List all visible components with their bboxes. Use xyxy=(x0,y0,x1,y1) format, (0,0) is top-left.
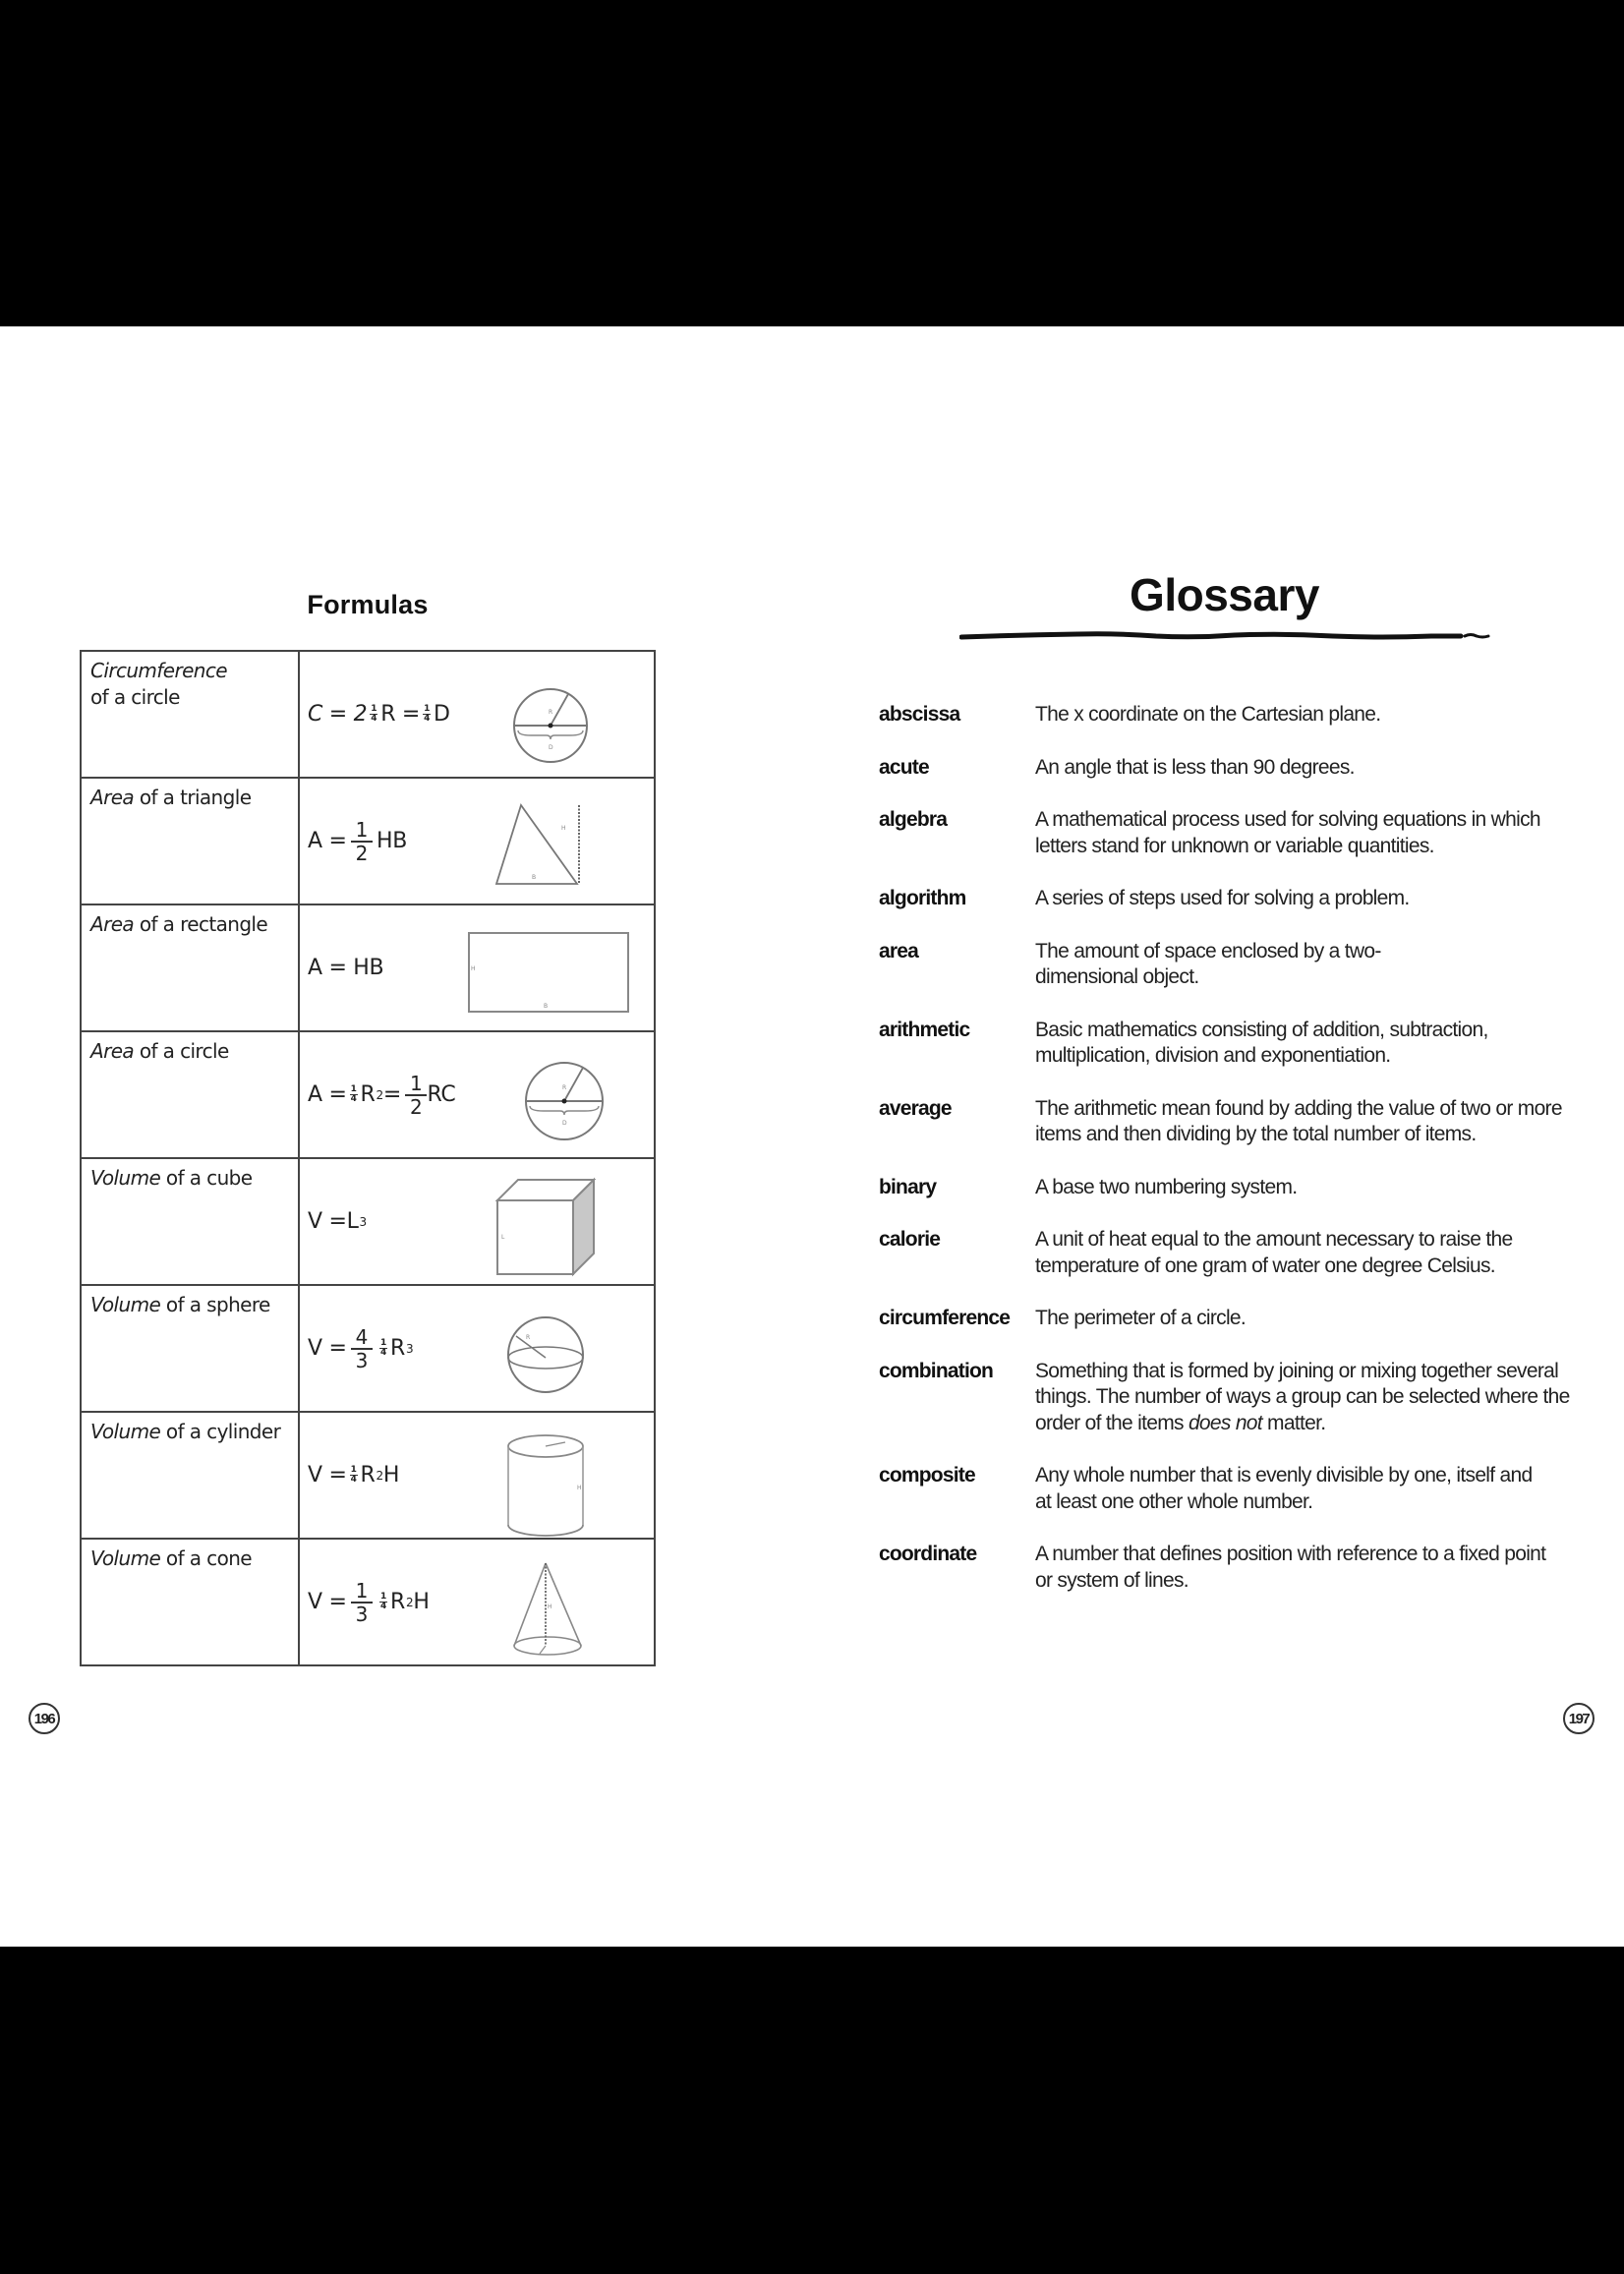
glossary-definition: A number that defines position with reference to a fixed point or system of lines. xyxy=(1035,1543,1546,1592)
pi-symbol: 1 4 xyxy=(380,1338,386,1358)
formula-row xyxy=(81,1285,655,1412)
fraction: $\frac{1}{2}$ xyxy=(351,819,373,864)
formula-row xyxy=(81,778,655,904)
formula-expression: V = $\frac{1}{3}$ 1 4 R 2 H xyxy=(308,1578,430,1626)
book-spread xyxy=(0,326,1624,1947)
glossary-term: composite xyxy=(879,1464,975,1487)
formula-expression: V = L 3 xyxy=(308,1209,367,1234)
formula-expression: A = $\frac{1}{4}$ R 2 = $\frac{1}{2}$ RC xyxy=(308,1071,456,1119)
formula-expression: A = HB xyxy=(308,956,384,980)
glossary-definition: A mathematical process used for solving equations in which letters stand for unknown or variable quantities. xyxy=(1035,808,1540,857)
glossary-term: combination xyxy=(879,1359,994,1382)
formula-expression: V = $\frac{4}{3}$ 1 4 R 3 xyxy=(308,1324,414,1372)
glossary-entry xyxy=(879,1359,1587,1437)
fraction: $\frac{1}{3}$ xyxy=(351,1580,373,1625)
svg-text:L: L xyxy=(501,1234,505,1241)
brush-underline-divider xyxy=(959,630,1492,644)
pi-symbol: 1 4 xyxy=(380,1592,386,1611)
glossary-entry xyxy=(879,886,1587,912)
glossary-entry xyxy=(879,1096,1587,1148)
svg-text:R: R xyxy=(549,709,553,716)
glossary-term: acute xyxy=(879,755,929,779)
formula-name: Volume of a cone xyxy=(90,1546,252,1570)
svg-text:H: H xyxy=(471,965,476,972)
rectangle-height-base-icon xyxy=(467,931,634,1020)
glossary-term: arithmetic xyxy=(879,1018,970,1041)
formula-row xyxy=(81,904,655,1031)
glossary-definition: The amount of space enclosed by a two-dimensional object. xyxy=(1035,939,1381,988)
pi-symbol: 1 4 xyxy=(371,704,377,724)
glossary-definition: A base two numbering system. xyxy=(1035,1175,1298,1198)
glossary-definition: Basic mathematics consisting of addition, subtraction, multiplication, division and exponentiation. xyxy=(1035,1018,1488,1067)
circle-radius-diameter-icon xyxy=(520,1060,609,1142)
glossary-term: average xyxy=(879,1096,952,1120)
formula-row xyxy=(81,1412,655,1539)
svg-text:H: H xyxy=(577,1485,582,1491)
formula-name: Area of a rectangle xyxy=(90,912,268,936)
sphere-icon xyxy=(504,1313,587,1396)
formula-name: Volume of a cylinder xyxy=(90,1420,281,1443)
glossary-term: calorie xyxy=(879,1228,941,1251)
fraction: $\frac{1}{2}$ xyxy=(405,1073,427,1118)
glossary-term: circumference xyxy=(879,1307,1011,1329)
page-number-right: 197 xyxy=(1563,1703,1595,1734)
glossary-entry xyxy=(879,1227,1587,1279)
glossary-entry xyxy=(879,1018,1587,1070)
formula-expression: C = 2 1 4 R = $\frac{1}{4}$ D xyxy=(308,702,450,727)
formulas-title: Formulas xyxy=(307,590,429,619)
glossary-term: binary xyxy=(879,1175,937,1198)
formula-expression: V = $\frac{1}{4}$ R 2 H xyxy=(308,1463,400,1487)
svg-text:H: H xyxy=(548,1603,552,1610)
glossary-title: Glossary xyxy=(1130,569,1319,620)
glossary-entry xyxy=(879,1175,1587,1201)
glossary-entry xyxy=(879,1463,1587,1515)
svg-text:B: B xyxy=(532,874,537,881)
glossary-definition: Something that is formed by joining or mixing together several things. The number of ways a group can be selected where the order of the items does not matter. xyxy=(1035,1359,1570,1434)
glossary-term: abscissa xyxy=(879,703,960,726)
glossary-list xyxy=(879,702,1587,1620)
glossary-entry xyxy=(879,807,1587,859)
svg-text:R: R xyxy=(562,1084,567,1091)
glossary-definition: A series of steps used for solving a problem. xyxy=(1035,887,1410,909)
pi-symbol: $\frac{1}{4}$ xyxy=(350,1084,357,1104)
formula-name: Area of a circle xyxy=(90,1039,229,1063)
formula-row xyxy=(81,1031,655,1158)
formula-name: Volume of a cube xyxy=(90,1166,253,1190)
cone-icon xyxy=(510,1559,589,1658)
glossary-definition: The arithmetic mean found by adding the value of two or more items and then dividing by the total number of items. xyxy=(1035,1096,1562,1145)
page-number-left: 196 xyxy=(29,1703,60,1734)
svg-text:H: H xyxy=(561,825,566,832)
glossary-definition: Any whole number that is evenly divisible by one, itself and at least one other whole number. xyxy=(1035,1464,1533,1513)
glossary-definition: An angle that is less than 90 degrees. xyxy=(1035,755,1355,779)
triangle-height-base-icon xyxy=(487,800,595,889)
pi-symbol: $\frac{1}{4}$ xyxy=(424,704,431,724)
svg-text:R: R xyxy=(526,1334,531,1341)
cylinder-icon xyxy=(504,1432,587,1541)
glossary-term: algorithm xyxy=(879,887,966,909)
svg-text:D: D xyxy=(549,744,553,751)
pi-symbol: $\frac{1}{4}$ xyxy=(350,1465,357,1485)
glossary-definition: The x coordinate on the Cartesian plane. xyxy=(1035,703,1381,726)
glossary-definition: A unit of heat equal to the amount necessary to raise the temperature of one gram of water one degree Celsius. xyxy=(1035,1228,1513,1277)
glossary-entry xyxy=(879,755,1587,782)
circle-radius-diameter-icon xyxy=(501,686,600,765)
glossary-entry xyxy=(879,1542,1587,1594)
cube-icon xyxy=(493,1175,601,1279)
formula-name: Area of a triangle xyxy=(90,786,252,809)
formula-expression: A = $\frac{1}{2}$ HB xyxy=(308,817,408,865)
glossary-term: algebra xyxy=(879,808,948,831)
glossary-term: area xyxy=(879,939,919,962)
glossary-entry xyxy=(879,702,1587,729)
formula-table xyxy=(80,650,656,1666)
glossary-definition: The perimeter of a circle. xyxy=(1035,1307,1247,1329)
formula-row xyxy=(81,651,655,778)
glossary-term: coordinate xyxy=(879,1543,977,1565)
formula-row xyxy=(81,1158,655,1285)
svg-text:B: B xyxy=(544,1003,549,1010)
svg-text:D: D xyxy=(562,1120,567,1127)
formula-name: Circumference of a circle xyxy=(90,659,227,709)
fraction: $\frac{4}{3}$ xyxy=(351,1326,373,1371)
glossary-entry xyxy=(879,1306,1587,1332)
glossary-entry xyxy=(879,939,1587,991)
formula-row xyxy=(81,1539,655,1665)
formula-name: Volume of a sphere xyxy=(90,1293,270,1316)
